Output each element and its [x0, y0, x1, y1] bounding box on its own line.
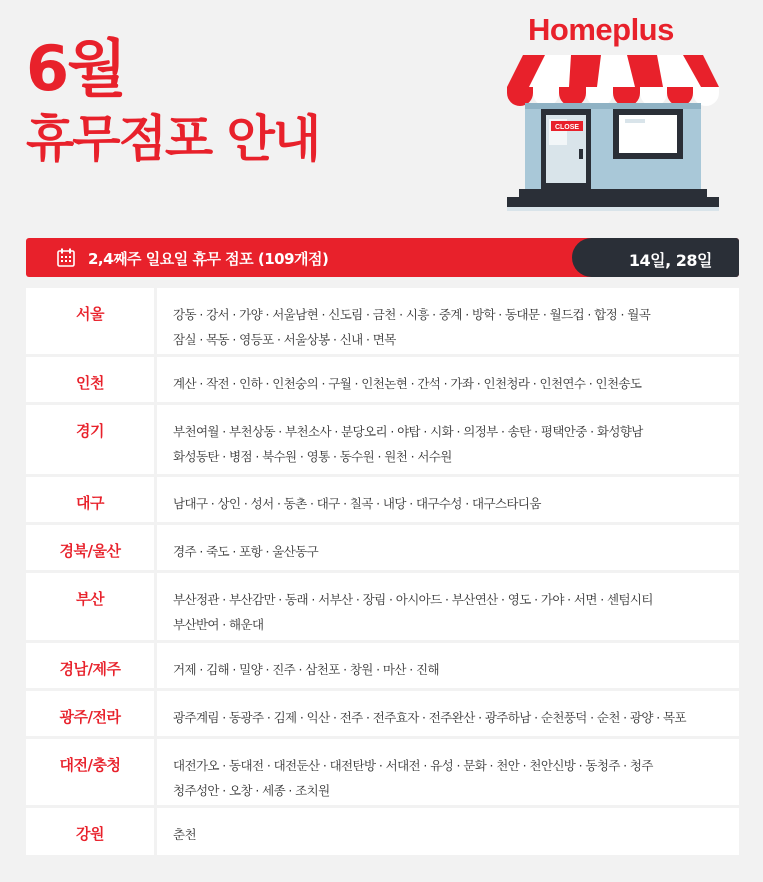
table-row	[26, 288, 739, 354]
headline-subtitle: 휴무점포 안내	[26, 110, 320, 168]
calendar-icon	[57, 248, 75, 267]
close-sign: CLOSE	[554, 124, 580, 131]
store-list-line: 부천여월 · 부천상동 · 부천소사 · 분당오리 · 야탑 · 시화 · 의정부 · 송탄 · 평택안중 · 화성향남	[173, 424, 643, 439]
store-list	[157, 357, 739, 402]
store-list	[157, 477, 739, 522]
table-row	[26, 405, 739, 474]
table-row	[26, 573, 739, 640]
store-list-line: 광주계림 · 동광주 · 김제 · 익산 · 전주 · 전주효자 · 전주완산 · 광주하남 · 순천풍덕 · 순천 · 광양 · 목포	[173, 710, 686, 725]
region-name: 서울	[26, 288, 157, 354]
region-name: 대구	[26, 477, 157, 522]
region-name: 부산	[26, 573, 157, 640]
table-row	[26, 477, 739, 522]
store-illustration	[505, 45, 721, 225]
region-name: 인천	[26, 357, 157, 402]
store-list-line: 남대구 · 상인 · 성서 · 동촌 · 대구 · 칠곡 · 내당 · 대구수성 · 대구스타디움	[173, 496, 541, 511]
banner-title: 2,4째주 일요일 휴무 점포 (109개점)	[88, 250, 329, 268]
closed-stores-table	[26, 288, 739, 858]
store-list	[157, 691, 739, 736]
store-list-line: 거제 · 김해 · 밀양 · 진주 · 삼천포 · 창원 · 마산 · 진해	[173, 662, 439, 677]
region-name: 광주/전라	[26, 691, 157, 736]
table-row	[26, 357, 739, 402]
brand-logo: Homeplus	[528, 12, 674, 47]
store-list-line: 춘천	[173, 827, 196, 842]
table-row	[26, 808, 739, 855]
store-list	[157, 573, 739, 640]
store-list	[157, 405, 739, 474]
region-name: 경기	[26, 405, 157, 474]
store-list-line: 청주성안 · 오창 · 세종 · 조치원	[173, 783, 330, 798]
store-list-line: 부산정관 · 부산감만 · 동래 · 서부산 · 장림 · 아시아드 · 부산연산 · 영도 · 가야 · 서면 · 센텀시티	[173, 592, 653, 607]
banner-dates: 14일, 28일	[628, 251, 712, 270]
holiday-banner	[26, 238, 739, 277]
store-list-line: 대전가오 · 동대전 · 대전둔산 · 대전탄방 · 서대전 · 유성 · 문화 · 천안 · 천안신방 · 동청주 · 청주	[173, 758, 653, 773]
region-name: 대전/충청	[26, 739, 157, 805]
store-list	[157, 739, 739, 805]
store-list-line: 화성동탄 · 병점 · 북수원 · 영통 · 동수원 · 원천 · 서수원	[173, 449, 452, 464]
table-row	[26, 643, 739, 688]
store-list	[157, 808, 739, 855]
store-list	[157, 288, 739, 354]
store-list-line: 계산 · 작전 · 인하 · 인천숭의 · 구월 · 인천논현 · 간석 · 가좌 · 인천청라 · 인천연수 · 인천송도	[173, 376, 642, 391]
region-name: 강원	[26, 808, 157, 855]
region-name: 경남/제주	[26, 643, 157, 688]
table-row	[26, 525, 739, 570]
store-list	[157, 525, 739, 570]
table-row	[26, 691, 739, 736]
store-list-line: 강동 · 강서 · 가양 · 서울남현 · 신도림 · 금천 · 시흥 · 중계 · 방학 · 동대문 · 월드컵 · 합정 · 월곡	[173, 307, 651, 322]
store-list-line: 잠실 · 목동 · 영등포 · 서울상봉 · 신내 · 면목	[173, 332, 396, 347]
store-list	[157, 643, 739, 688]
table-row	[26, 739, 739, 805]
store-list-line: 부산반여 · 해운대	[173, 617, 264, 632]
store-list-line: 경주 · 죽도 · 포항 · 울산동구	[173, 544, 319, 559]
region-name: 경북/울산	[26, 525, 157, 570]
page-headline	[26, 32, 320, 168]
headline-month: 6월	[26, 32, 126, 105]
